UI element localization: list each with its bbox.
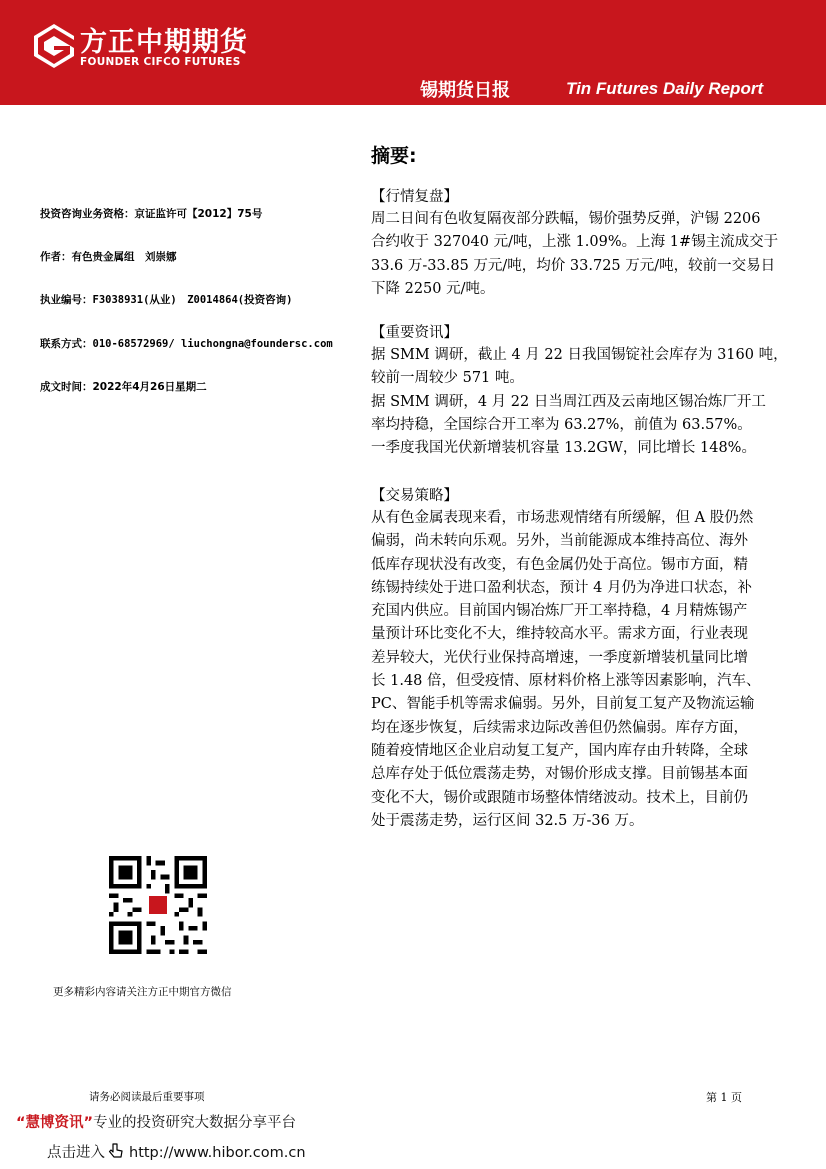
author-value: 有色贵金属组 刘崇娜	[71, 251, 177, 263]
company-logo-text: 方正中期期货	[80, 27, 248, 58]
qualification-line	[40, 206, 262, 221]
qualification-label: 投资咨询业务资格：	[40, 208, 135, 220]
author-label: 作者：	[40, 251, 72, 263]
text-line: 变化不大，锡价或跟随市场整体情绪波动。技术上，目前仍	[371, 789, 748, 806]
contact-value[interactable]: 010-68572969/ liuchongna@foundersc.com	[92, 338, 333, 350]
license-value: F3038931(从业) Z0014864(投资咨询)	[92, 294, 293, 306]
news-paragraph	[371, 344, 801, 460]
text-line: 偏弱，尚未转向乐观。另外，当前能源成本维持高位、海外	[371, 533, 748, 550]
text-line: 低库存现状没有改变，有色金属仍处于高位。锡市方面，精	[371, 556, 748, 573]
text-line: 下降 2250 元/吨。	[371, 280, 495, 297]
report-title-cn: 锡期货日报	[420, 80, 510, 101]
text-line: 周二日间有色收复隔夜部分跌幅，锡价强势反弹，沪锡 2206	[371, 211, 761, 227]
hand-cursor-icon	[107, 1142, 125, 1160]
text-line: 量预计环比变化不大，维持较高水平。需求方面，行业表现	[371, 626, 748, 643]
qr-caption: 更多精彩内容请关注方正中期官方微信	[53, 986, 232, 998]
market-review-paragraph	[371, 208, 801, 301]
contact-label: 联系方式：	[40, 338, 93, 350]
report-title-en: Tin Futures Daily Report	[566, 79, 764, 98]
text-line: 处于震荡走势，运行区间 32.5 万-36 万。	[371, 812, 644, 829]
text-line: 从有色金属表现来看，市场悲观情绪有所缓解，但 A 股仍然	[371, 510, 754, 526]
watermark-link[interactable]: http://www.hibor.com.cn	[129, 1145, 306, 1161]
text-line: 据 SMM 调研，截止 4 月 22 日我国锡锭社会库存为 3160 吨，	[371, 347, 788, 363]
license-label: 执业编号：	[40, 294, 93, 306]
report-header	[0, 0, 826, 105]
text-line: 随着疫情地区企业启动复工复产，国内库存由升转降，全球	[371, 742, 748, 759]
text-line: 长 1.48 倍，但受疫情、原材料价格上涨等因素影响，汽车、	[371, 673, 761, 690]
footer-disclaimer: 请务必阅读最后重要事项	[89, 1091, 205, 1103]
watermark-link-line	[47, 1141, 306, 1162]
text-line: 均在逐步恢复，后续需求边际改善但仍然偏弱。库存方面，	[371, 719, 748, 736]
text-line: 充国内供应。目前国内锡冶炼厂开工率持稳，4 月精炼锡产	[371, 603, 748, 620]
text-line: 较前一周较少 571 吨。	[371, 370, 524, 387]
date-line	[40, 379, 207, 394]
text-line: 总库存处于低位震荡走势，对锡价形成支撑。目前锡基本面	[371, 766, 748, 783]
text-line: 33.6 万-33.85 万元/吨，均价 33.725 万元/吨，较前一交易日	[371, 257, 776, 274]
qualification-value: 京证监许可【2012】75号	[134, 208, 263, 220]
text-line: 据 SMM 调研，4 月 22 日当周江西及云南地区锡冶炼厂开工	[371, 393, 766, 410]
text-line: 练锡持续处于进口盈利状态，预计 4 月仍为净进口状态，补	[371, 579, 752, 596]
author-line	[40, 249, 177, 264]
watermark-text: 专业的投资研究大数据分享平台	[93, 1115, 297, 1131]
license-line	[40, 292, 292, 307]
date-value: 2022年4月26日星期二	[92, 381, 207, 393]
page-number: 第 1 页	[706, 1091, 742, 1104]
date-label: 成文时间：	[40, 381, 93, 393]
market-review-heading: 【行情复盘】	[371, 189, 458, 205]
news-heading: 【重要资讯】	[371, 325, 458, 341]
founder-logo-icon	[34, 24, 74, 68]
company-logo-english: FOUNDER CIFCO FUTURES	[80, 56, 241, 68]
watermark-line	[16, 1111, 296, 1132]
contact-line	[40, 336, 333, 351]
text-line: 差异较大，光伏行业保持高增速，一季度新增装机量同比增	[371, 649, 748, 666]
text-line: PC、智能手机等需求偏弱。另外，目前复工复产及物流运输	[371, 696, 755, 713]
watermark-link-prefix: 点击进入	[47, 1145, 105, 1161]
watermark-brand: “慧博资讯”	[16, 1115, 94, 1131]
text-line: 一季度我国光伏新增装机容量 13.2GW，同比增长 148%。	[371, 440, 756, 457]
qr-code-icon	[109, 856, 207, 954]
summary-title: 摘要:	[371, 145, 417, 167]
strategy-heading: 【交易策略】	[371, 488, 458, 504]
text-line: 率均持稳，全国综合开工率为 63.27%，前值为 63.57%。	[371, 416, 752, 433]
strategy-paragraph	[371, 507, 801, 833]
text-line: 合约收于 327040 元/吨，上涨 1.09%。上海 1#锡主流成交于	[371, 234, 779, 251]
